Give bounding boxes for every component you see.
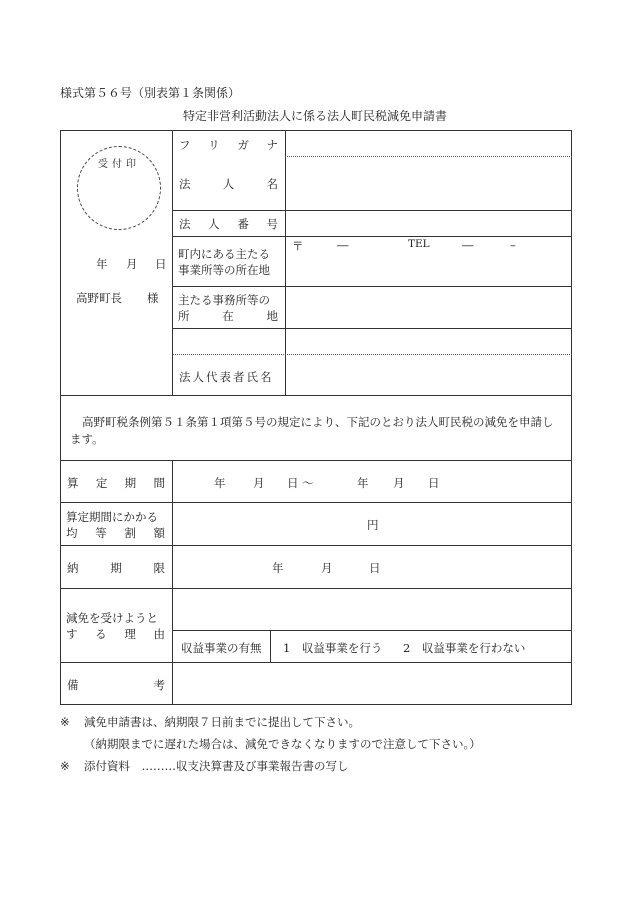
reason-label-line2: す る 理 由 [66, 627, 165, 641]
corporate-number-field[interactable] [286, 211, 571, 235]
office-in-town-field[interactable] [286, 237, 571, 285]
due-day: 日 [369, 561, 381, 575]
corporation-name-label: 法 人 名 [179, 177, 278, 191]
note-row-1-sub [60, 733, 481, 755]
notes [60, 711, 481, 777]
remarks-label: 備 考 [67, 678, 165, 692]
receipt-date-year: 年 [96, 257, 108, 271]
postal-mark: 〒 [292, 239, 304, 253]
reason-label-line1: 減免を受けようと [66, 611, 158, 625]
main-office-field[interactable] [286, 287, 571, 327]
period-end-month: 月 [393, 476, 405, 490]
remarks-field[interactable] [173, 663, 571, 704]
due-year: 年 [272, 561, 284, 575]
receipt-date-day: 日 [155, 257, 167, 271]
note-row-2 [60, 755, 481, 777]
divider-receipt [172, 130, 173, 395]
representative-label: 法人代表者氏名 [179, 370, 274, 384]
profit-option-no[interactable]: 2 収益事業を行わない [403, 641, 526, 655]
equal-amount-field[interactable] [173, 503, 571, 544]
period-end-year: 年 [357, 476, 369, 490]
calculation-period-field[interactable] [173, 461, 571, 501]
corporation-name-field[interactable] [286, 157, 571, 209]
office-in-town-label-line2: 事業所等の所在地 [178, 263, 270, 277]
amount-unit-yen: 円 [367, 518, 379, 532]
furigana-field[interactable] [286, 131, 571, 155]
period-start-day: 日 ～ [287, 476, 314, 490]
office-in-town-label-line1: 町内にある主たる [178, 247, 270, 261]
profit-option-yes[interactable]: 1 収益事業を行う [283, 641, 383, 655]
form-number: 様式第５６号（別表第１条関係） [60, 86, 241, 100]
note-mark-2: ※ [60, 759, 70, 773]
due-date-field[interactable] [173, 546, 571, 587]
divider-profit-label [270, 630, 271, 662]
note-attachments: 添付資料 ………収支決算書及び事業報告書の写し [84, 759, 349, 773]
representative-furigana-field[interactable] [286, 329, 571, 353]
main-office-label-line2: 所 在 地 [178, 309, 278, 323]
receipt-date-month: 月 [126, 257, 138, 271]
due-month: 月 [321, 561, 333, 575]
page-title: 特定非営利活動法人に係る法人町民税減免申請書 [182, 109, 447, 123]
receipt-stamp-label: 受付印 [98, 159, 140, 170]
reason-field[interactable] [173, 589, 571, 629]
equal-amount-label-line2: 均 等 割 額 [66, 526, 165, 540]
corporate-number-label: 法 人 番 号 [179, 217, 278, 231]
furigana-label: フ リ ガ ナ [179, 138, 278, 152]
note-submission-deadline: 減免申請書は、納期限７日前までに提出して下さい。 [84, 715, 360, 729]
equal-amount-label-line1: 算定期間にかかる [66, 510, 158, 524]
application-statement: 高野町税条例第５１条第１項第５号の規定により、下記のとおり法人町民税の減免を申請します。 [70, 415, 554, 446]
period-end-day: 日 [428, 476, 440, 490]
profit-business-label: 収益事業の有無 [181, 641, 262, 655]
divider-reason-inner [172, 630, 572, 631]
period-start-year: 年 [214, 476, 226, 490]
tel-dash-2: – [510, 238, 516, 252]
addressee: 高野町長 [76, 291, 122, 305]
period-start-month: 月 [253, 476, 265, 490]
due-date-label: 納 期 限 [67, 561, 165, 575]
postal-dash: ― [337, 238, 349, 252]
note-late-warning: （納期限までに遅れた場合は、減免できなくなりますので注意して下さい。） [84, 737, 481, 751]
tel-dash-1: ― [462, 238, 474, 252]
note-row-1 [60, 711, 481, 733]
main-office-label-line1: 主たる事務所等の [178, 293, 270, 307]
tel-label: TEL [408, 238, 430, 250]
addressee-honorific: 様 [147, 291, 159, 305]
calculation-period-label: 算 定 期 間 [67, 476, 165, 490]
note-mark-1: ※ [60, 715, 70, 729]
divider-after-header [60, 395, 572, 396]
representative-name-field[interactable] [286, 355, 571, 394]
